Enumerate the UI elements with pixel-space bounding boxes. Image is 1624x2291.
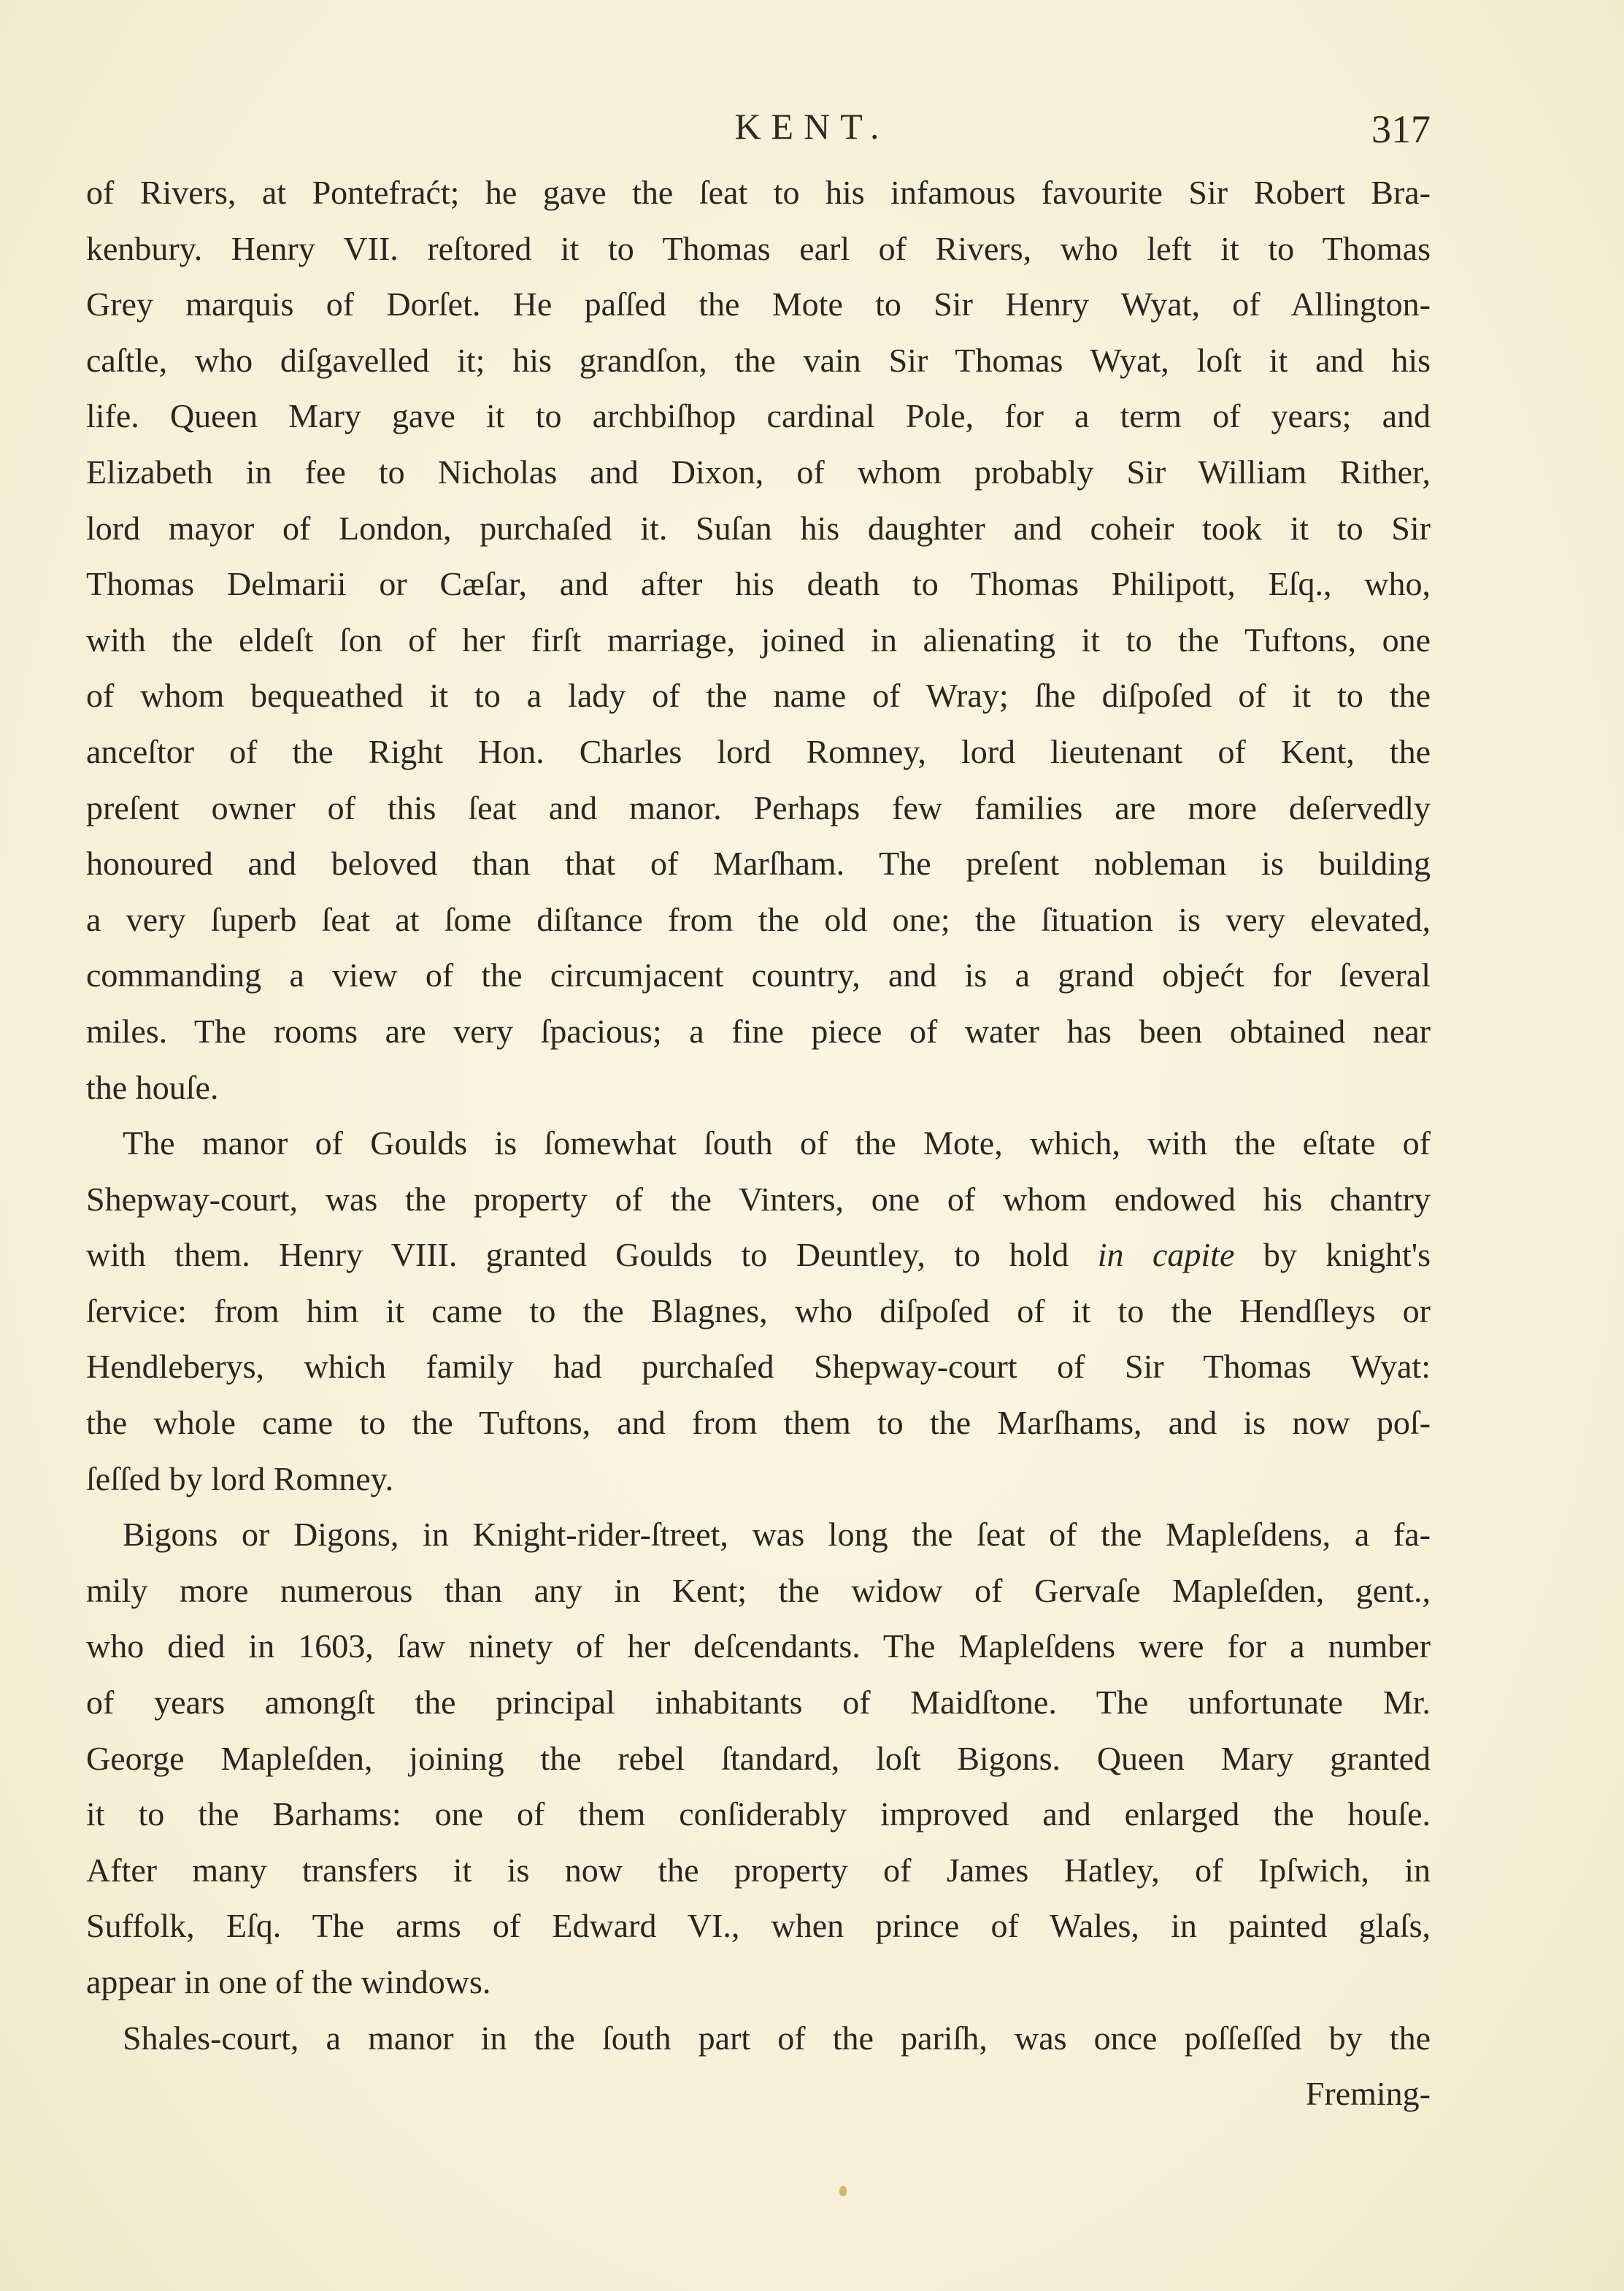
text-line: of years amongſt the principal inhabitants of Maidſtone. The unfortunate Mr. bbox=[86, 1684, 1431, 1722]
text-line: After many transfers it is now the property of James Hatley, of Ipſwich, in bbox=[86, 1851, 1431, 1889]
text-line: kenbury. Henry VII. reſtored it to Thomas earl of Rivers, who left it to Thomas bbox=[86, 229, 1431, 267]
text-line: of whom bequeathed it to a lady of the name of Wray; ſhe diſpoſed of it to the bbox=[86, 677, 1431, 715]
text-line: who died in 1603, ſaw ninety of her deſcendants. The Mapleſdens were for a number bbox=[86, 1627, 1431, 1665]
text-line: it to the Barhams: one of them conſiderably improved and enlarged the houſe. bbox=[86, 1795, 1431, 1833]
text-line: anceſtor of the Right Hon. Charles lord Romney, lord lieutenant of Kent, the bbox=[86, 732, 1431, 770]
text-line: George Mapleſden, joining the rebel ſtandard, loſt Bigons. Queen Mary granted bbox=[86, 1739, 1431, 1777]
text-line: commanding a view of the circumjacent country, and is a grand objećt for ſeveral bbox=[86, 956, 1431, 994]
text-line: Elizabeth in fee to Nicholas and Dixon, of whom probably Sir William Rither, bbox=[86, 453, 1431, 491]
text-line: Grey marquis of Dorſet. He paſſed the Mote to Sir Henry Wyat, of Allington- bbox=[86, 285, 1431, 323]
text-line: Thomas Delmarii or Cæſar, and after his death to Thomas Philipott, Eſq., who, bbox=[86, 565, 1431, 603]
text-line: ſervice: from him it came to the Blagnes, who diſpoſed of it to the Hendſleys or bbox=[86, 1292, 1431, 1329]
running-title: KENT. bbox=[734, 106, 890, 147]
body-text bbox=[86, 165, 1431, 2122]
paragraph bbox=[86, 1507, 1431, 2010]
text-line: life. Queen Mary gave it to archbiſhop cardinal Pole, for a term of years; and bbox=[86, 397, 1431, 435]
paragraph bbox=[86, 1116, 1431, 1507]
text-line: miles. The rooms are very ſpacious; a fine piece of water has been obtained near bbox=[86, 1012, 1431, 1050]
text-line: The manor of Goulds is ſomewhat ſouth of the Mote, which, with the eſtate of bbox=[123, 1124, 1431, 1162]
running-head bbox=[0, 102, 1624, 161]
paragraph bbox=[86, 165, 1431, 1116]
italic-phrase-line: with them. Henry VIII. granted Goulds to Deuntley, to hold in capite by knight's bbox=[86, 1236, 1431, 1274]
text-line: a very ſuperb ſeat at ſome diſtance from the old one; the ſituation is very elevated, bbox=[86, 900, 1431, 938]
text-line: preſent owner of this ſeat and manor. Perhaps few families are more deſervedly bbox=[86, 788, 1431, 826]
ink-speck bbox=[839, 2186, 847, 2196]
text-line: ſeſſed by lord Romney. bbox=[86, 1459, 394, 1497]
page-number: 317 bbox=[1371, 107, 1431, 151]
text-line: of Rivers, at Pontefraćt; he gave the ſeat to his infamous favourite Sir Robert Bra- bbox=[86, 174, 1431, 211]
text-line: Suffolk, Eſq. The arms of Edward VI., when prince of Wales, in painted glaſs, bbox=[86, 1907, 1431, 1945]
text-line: Shepway-court, was the property of the Vinters, one of whom endowed his chantry bbox=[86, 1180, 1431, 1218]
text-line: the houſe. bbox=[86, 1068, 219, 1106]
text-line: mily more numerous than any in Kent; the widow of Gervaſe Mapleſden, gent., bbox=[86, 1571, 1431, 1609]
text-line: the whole came to the Tuftons, and from them to the Marſhams, and is now poſ- bbox=[86, 1404, 1431, 1442]
paragraph bbox=[86, 2011, 1431, 2067]
text-line: Bigons or Digons, in Knight-rider-ſtreet, was long the ſeat of the Mapleſdens, a fa- bbox=[123, 1516, 1431, 1554]
text-line: lord mayor of London, purchaſed it. Suſan his daughter and coheir took it to Sir bbox=[86, 509, 1431, 547]
text-line: caſtle, who diſgavelled it; his grandſon, the vain Sir Thomas Wyat, loſt it and his bbox=[86, 341, 1431, 379]
text-line: appear in one of the windows. bbox=[86, 1963, 491, 2000]
text-line: Shales-court, a manor in the ſouth part of the pariſh, was once poſſeſſed by the bbox=[123, 2019, 1431, 2057]
text-line-with-italic bbox=[86, 1227, 1431, 1283]
text-line: honoured and beloved than that of Marſham. The preſent nobleman is building bbox=[86, 845, 1431, 883]
catchword: Freming- bbox=[1305, 2075, 1431, 2113]
text-line: Hendleberys, which family had purchaſed Shepway-court of Sir Thomas Wyat: bbox=[86, 1348, 1431, 1386]
text-line: with the eldeſt ſon of her firſt marriage, joined in alienating it to the Tuftons, one bbox=[86, 621, 1431, 659]
